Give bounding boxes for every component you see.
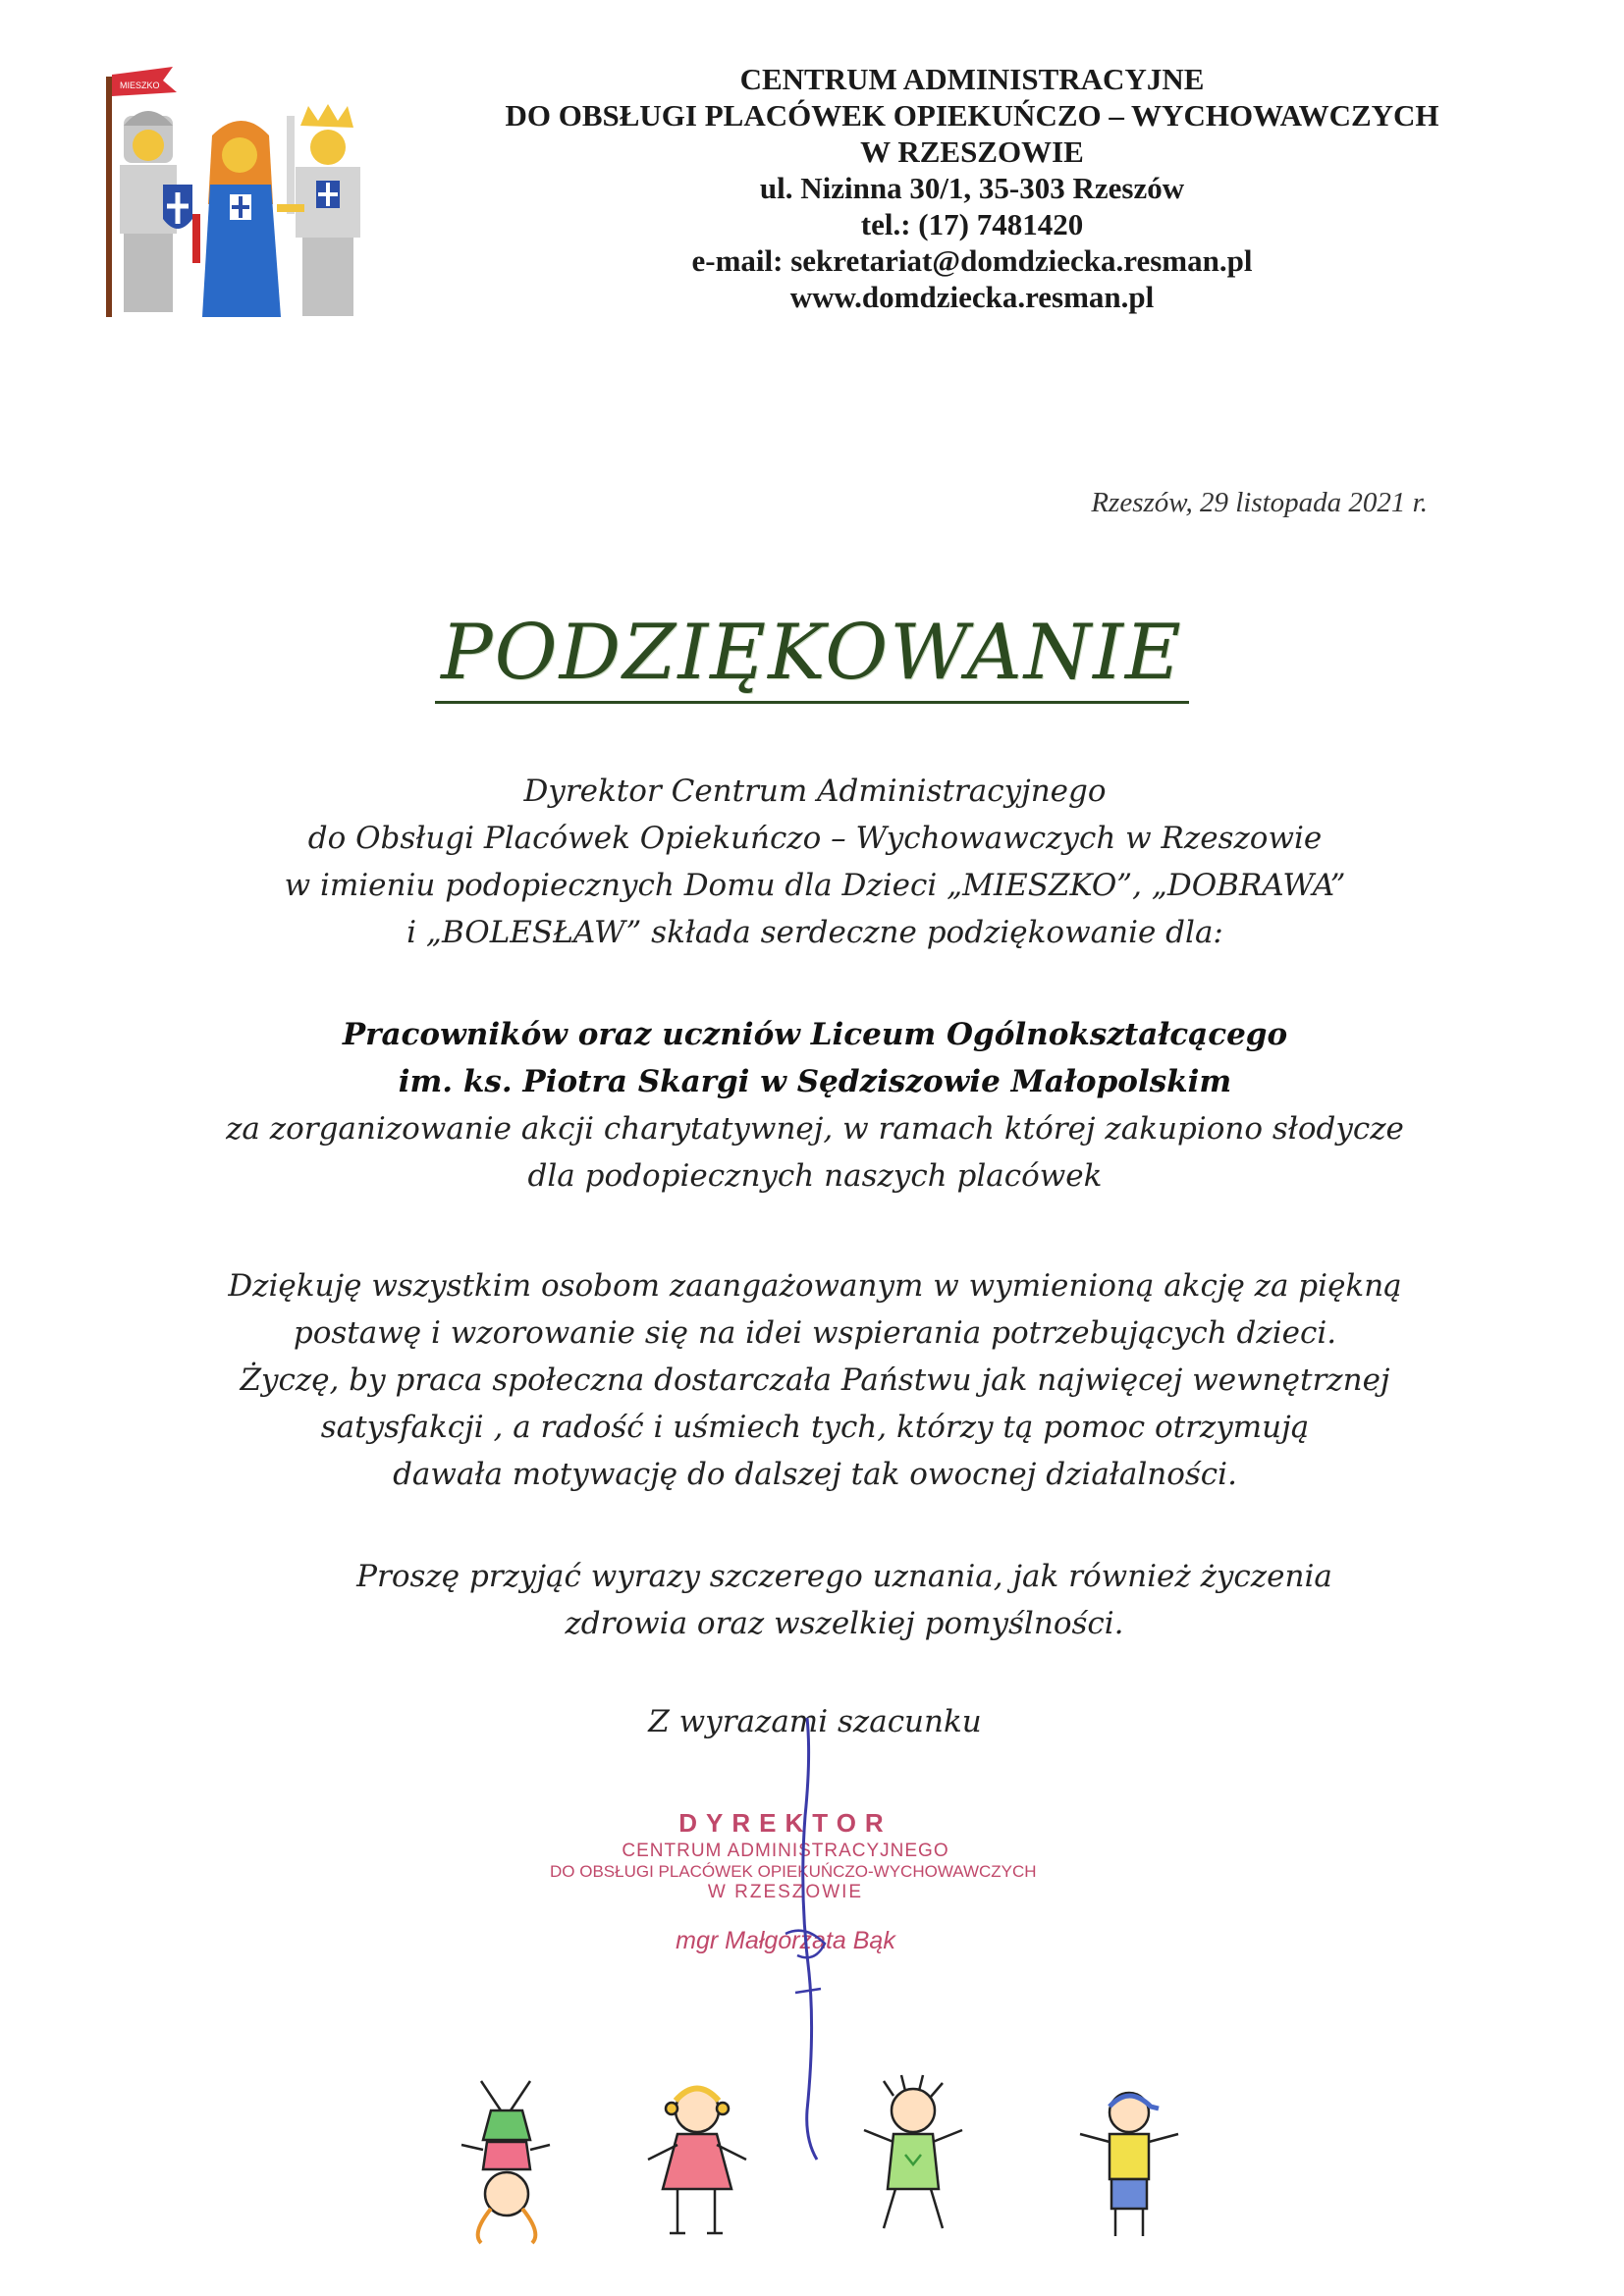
header-line-3: W RZESZOWIE [860,134,1084,169]
header-phone: tel.: (17) 7481420 [860,207,1084,241]
intro-line: i „BOLESŁAW” składa serdeczne podziękowanie dla: [406,915,1223,950]
title-container [0,609,1624,704]
children-drawings-icon [452,2071,1237,2248]
header-website: www.domdziecka.resman.pl [789,280,1155,314]
reason-line: dla podopiecznych naszych placówek [527,1158,1103,1194]
header-line-1: CENTRUM ADMINISTRACYJNE [739,62,1205,96]
intro-line: do Obsługi Placówek Opiekuńczo – Wychowawczych w Rzeszowie [307,821,1323,856]
thanks-line: dawała motywację do dalszej tak owocnej działalności. [393,1457,1237,1492]
three-figures-logo-icon [94,57,408,322]
intro-line: Dyrektor Centrum Administracyjnego [523,774,1107,809]
header-line-2: DO OBSŁUGI PLACÓWEK OPIEKUŃCZO – WYCHOWAWCZYCH [505,98,1439,133]
stamp-name: mgr Małgorzata Bąk [676,1927,895,1954]
letter-date: Rzeszów, 29 listopada 2021 r. [1091,487,1428,518]
intro-paragraph [177,768,1453,956]
wishes-line: Proszę przyjąć wyrazy szczerego uznania, jak również życzenia [356,1559,1332,1594]
recipient-line: Pracowników oraz uczniów Liceum Ogólnokształcącego [342,1017,1288,1052]
institution-header [412,61,1532,315]
wishes-line: zdrowia oraz wszelkiej pomyślności. [565,1606,1124,1641]
page-title: PODZIĘKOWANIE [435,609,1189,704]
logo-flag-text: MIESZKO [120,80,160,90]
stamp-line-3: W RZESZOWIE [707,1882,864,1902]
thanks-line: postawę i wzorowanie się na idei wspierania potrzebujących dzieci. [293,1315,1337,1351]
stamp-line-2: DO OBSŁUGI PLACÓWEK OPIEKUŃCZO-WYCHOWAWCZYCH [550,1862,1037,1881]
stamp-role: DYREKTOR [678,1808,893,1838]
thanks-line: satysfakcji , a radość i uśmiech tych, którzy tą pomoc otrzymują [320,1410,1310,1445]
thanks-line: Życzę, by praca społeczna dostarczała Państwu jak najwięcej wewnętrznej [240,1362,1390,1398]
intro-line: w imieniu podopiecznych Domu dla Dzieci „MIESZKO”, „DOBRAWA” [284,868,1346,903]
wishes-paragraph [324,1553,1365,1647]
thanks-line: Dziękuję wszystkim osobom zaangażowanym w wymienioną akcję za piękną [228,1268,1402,1304]
header-address: ul. Nizinna 30/1, 35-303 Rzeszów [759,171,1185,205]
reason-line: za zorganizowanie akcji charytatywnej, w ramach której zakupiono słodycze [226,1111,1404,1147]
thanks-paragraph [177,1262,1453,1498]
stamp-line-1: CENTRUM ADMINISTRACYJNEGO [622,1841,949,1861]
recipient-line: im. ks. Piotra Skargi w Sędziszowie Małopolskim [398,1064,1232,1099]
closing-text: Z wyrazami szacunku [648,1704,982,1739]
header-email: e-mail: sekretariat@domdziecka.resman.pl [691,243,1253,278]
recipient-paragraph [177,1011,1453,1200]
